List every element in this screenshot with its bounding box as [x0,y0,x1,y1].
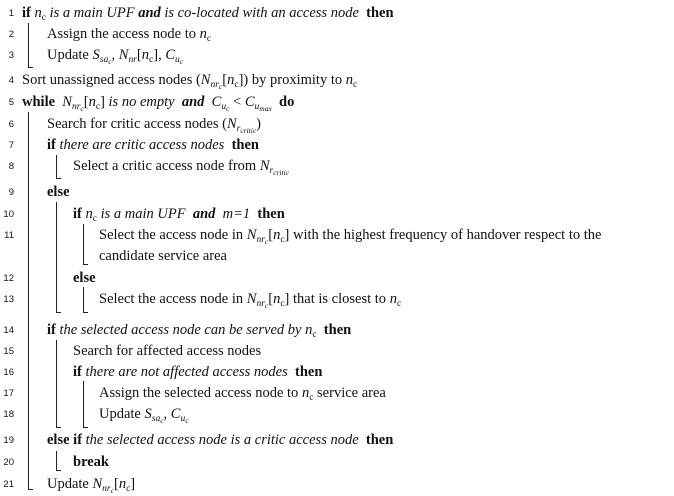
line-number: 20 [3,457,14,468]
block-bar [56,202,57,312]
block-bar [56,340,57,427]
block-bar [56,155,57,178]
algorithm-line-4: Sort unassigned access nodes $(N_{nr_c}[n_c])$ by proximity to $n_c$ [22,72,358,91]
algorithm-line-15: Search for affected access nodes [73,343,262,359]
block-bar-end [83,427,88,428]
algorithm-line-8: Select a critic access node from $N_{r_{critic}}$ [73,158,290,177]
block-bar [56,451,57,470]
algorithm-line-17: Assign the selected access node to $n_c$ service area [99,385,386,403]
block-bar-end [28,489,33,490]
line-number: 12 [3,273,14,284]
algorithm-line-7: if there are critic access nodes then [47,137,259,153]
line-number: 1 [8,8,14,19]
algorithm-line-16: if there are not affected access nodes then [73,364,323,380]
block-bar-end [56,312,61,313]
line-number: 17 [3,388,14,399]
line-number: 21 [3,479,14,490]
algorithm-line-3: Update $S_{sa_c}$, $N_{nr}[n_c]$, $C_{u_c}$ [47,47,184,66]
algorithm-line-19: else if the selected access node is a critic access node then [47,432,394,448]
line-number: 14 [3,325,14,336]
algorithm-line-1: if $n_c$ is a main UPF and is co-located with an access node then [22,5,394,23]
line-number: 6 [8,119,14,130]
algorithm-line-18: Update $S_{sa_c}$, $C_{u_c}$ [99,406,189,425]
line-number: 3 [8,50,14,61]
line-number: 7 [8,140,14,151]
block-bar-end [56,427,61,428]
algorithm-line-11-cont: candidate service area [99,248,227,264]
algorithm-line-5: while $N_{nr_c}[n_c]$ is no empty and $C_{u_c} < C_{u_{max}}$ do [22,94,295,113]
line-number: 18 [3,409,14,420]
algorithm-line-9: else [47,184,70,200]
block-bar [83,381,84,427]
line-number: 13 [3,294,14,305]
block-bar [28,112,29,489]
algorithm-line-6: Search for critic access nodes $(N_{r_{critic}})$ [47,116,262,135]
algorithm-line-11: Select the access node in $N_{nr_c}[n_c]$ with the highest frequency of handover respect to the [99,227,602,246]
block-bar [83,287,84,312]
block-bar [28,23,29,67]
block-bar-end [56,178,61,179]
algorithm-line-14: if the selected access node can be served by $n_c$ then [47,322,352,340]
line-number: 16 [3,367,14,378]
block-bar-end [28,67,33,68]
line-number: 11 [4,230,14,241]
line-number: 10 [3,209,14,220]
line-number: 2 [8,29,14,40]
block-bar-end [83,312,88,313]
block-bar-end [56,470,61,471]
algorithm-line-10: if $n_c$ is a main UPF and m=1 then [73,206,285,224]
line-number: 4 [8,75,14,86]
line-number: 5 [8,97,14,108]
algorithm-line-13: Select the access node in $N_{nr_c}[n_c]$ that is closest to $n_c$ [99,291,402,310]
block-bar [83,224,84,264]
algorithm-line-12: else [73,270,96,286]
algorithm-line-20: break [73,454,109,470]
block-bar-end [83,264,88,265]
line-number: 15 [3,346,14,357]
algorithm-line-21: Update $N_{nr_c}[n_c]$ [47,476,136,495]
line-number: 8 [8,161,14,172]
line-number: 9 [8,187,14,198]
algorithm-line-2: Assign the access node to $n_c$ [47,26,212,44]
line-number: 19 [3,435,14,446]
